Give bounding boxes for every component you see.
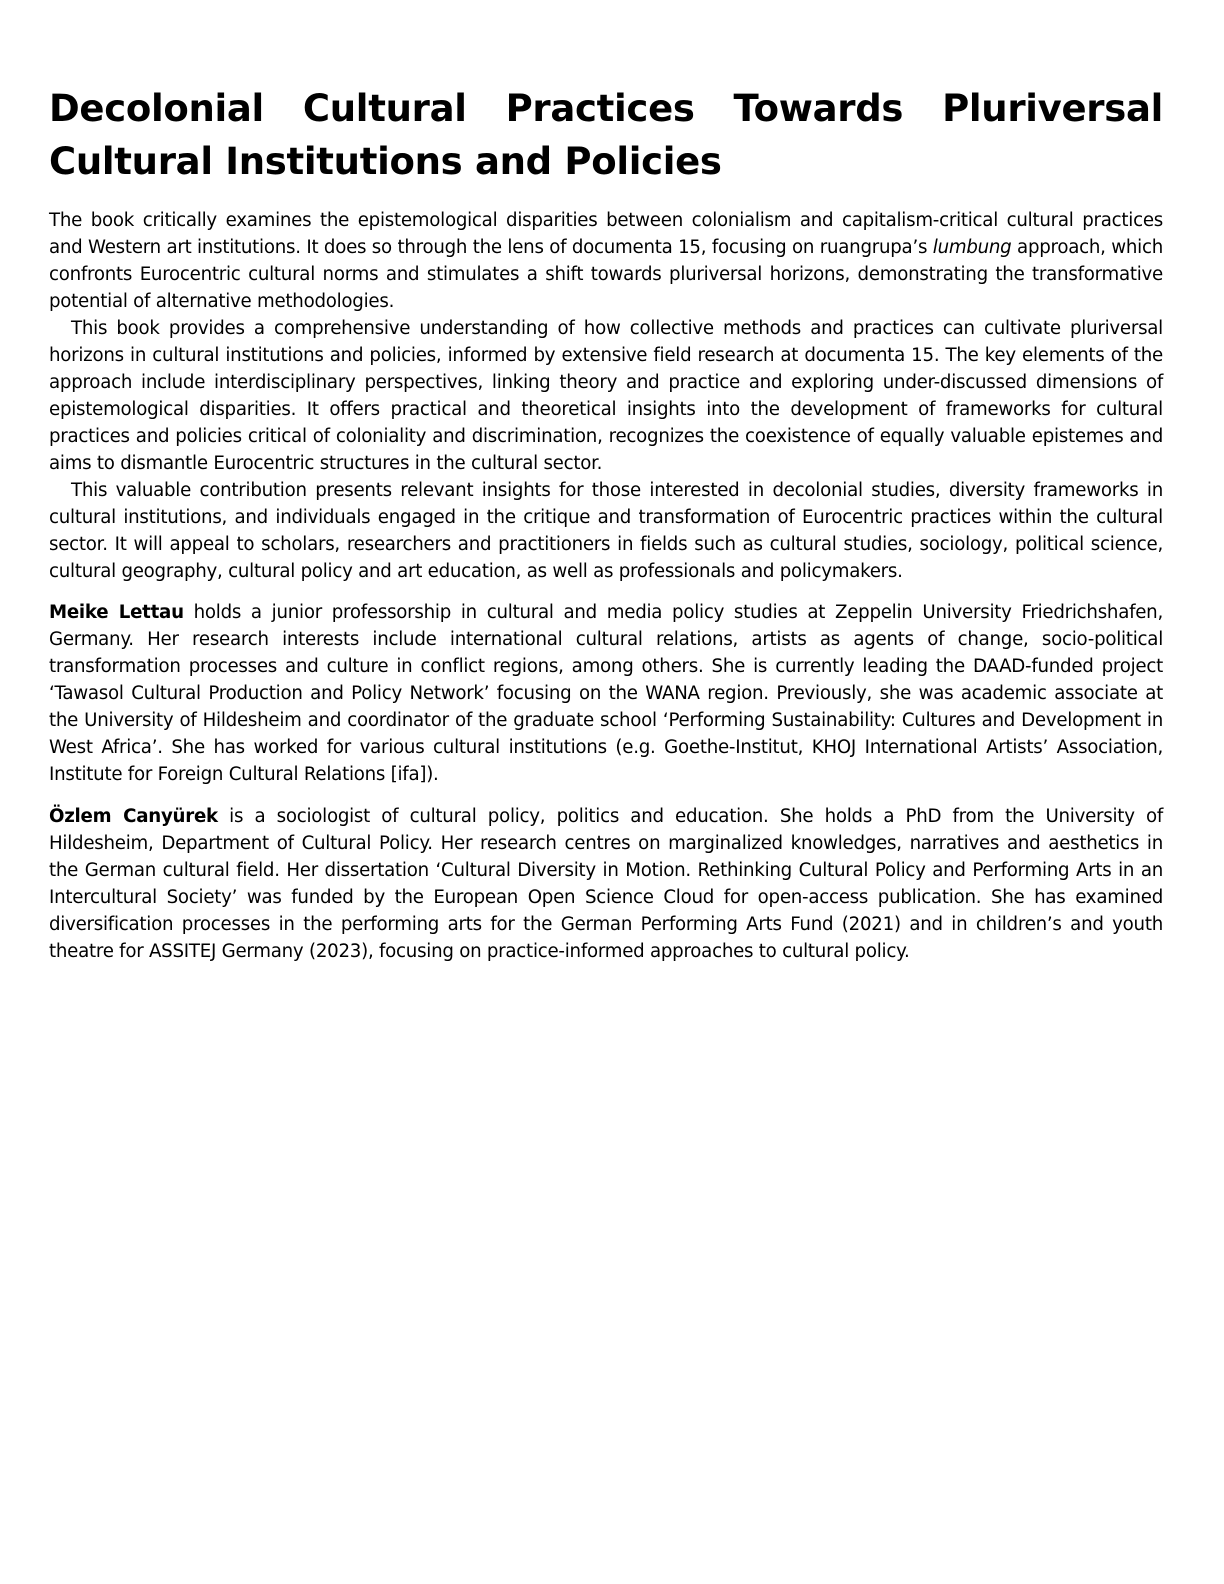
- author-name-canyurek: Özlem Canyürek: [49, 806, 218, 827]
- description-p1-text-end: approach, which confronts Eurocentric cultural norms and stimulates a shift towards pluriversal horizons, demonstrating the transformative potential of alternative methodologies.: [49, 237, 1163, 312]
- lumbung-italic-term: lumbung: [932, 237, 1012, 258]
- author-bio-text-canyurek: is a sociologist of cultural policy, politics and education. She holds a PhD from the University of Hildesheim, Department of Cultural Policy. Her research centres on marginalized knowledges, narratives and aesthetics in the German cultural field. Her dissertation ‘Cultural Diversity in Motion. Rethinking Cultural Policy and Performing Arts in an Intercultural Society’ was funded by the European Open Science Cloud for open-access publication. She has examined diversification processes in the performing arts for the German Performing Arts Fund (2021) and in children’s and youth theatre for ASSITEJ Germany (2023), focusing on practice-informed approaches to cultural policy.: [49, 806, 1163, 962]
- author-bio-text-lettau: holds a junior professorship in cultural and media policy studies at Zeppelin University Friedrichshafen, Germany. Her research interests include international cultural relations, artists as agents of change, socio-political transformation processes and culture in conflict regions, among others. She is currently leading the DAAD-funded project ‘Tawasol Cultural Production and Policy Network’ focusing on the WANA region. Previously, she was academic associate at the University of Hildesheim and coordinator of the graduate school ‘Performing Sustainability: Cultures and Development in West Africa’. She has worked for various cultural institutions (e.g. Goethe-Institut, KHOJ International Artists’ Association, Institute for Foreign Cultural Relations [ifa]).: [49, 602, 1163, 785]
- description-p1-text-start: The book critically examines the epistemological disparities between colonialism and capitalism-critical cultural practices and Western art institutions. It does so through the lens of documenta 15, focusing on ruangrupa’s: [49, 210, 1163, 258]
- book-cover-page: [49, 82, 1163, 965]
- author-bio-lettau: [49, 599, 1163, 788]
- author-name-lettau: Meike Lettau: [49, 602, 184, 623]
- description-paragraph-2: This book provides a comprehensive understanding of how collective methods and practices can cultivate pluriversal horizons in cultural institutions and policies, informed by extensive field research at documenta 15. The key elements of the approach include interdisciplinary perspectives, linking theory and practice and exploring under-discussed dimensions of epistemological disparities. It offers practical and theoretical insights into the development of frameworks for cultural practices and policies critical of coloniality and discrimination, recognizes the coexistence of equally valuable epistemes and aims to dismantle Eurocentric structures in the cultural sector.: [49, 318, 1163, 474]
- author-bio-canyurek: [49, 803, 1163, 965]
- description-paragraph-1: [49, 207, 1163, 315]
- description-paragraph-3: This valuable contribution presents relevant insights for those interested in decolonial studies, diversity frameworks in cultural institutions, and individuals engaged in the critique and transformation of Eurocentric practices within the cultural sector. It will appeal to scholars, researchers and practitioners in fields such as cultural studies, sociology, political science, cultural geography, cultural policy and art education, as well as professionals and policymakers.: [49, 480, 1163, 582]
- book-title: Decolonial Cultural Practices Towards Pluriversal Cultural Institutions and Policies: [49, 87, 1163, 183]
